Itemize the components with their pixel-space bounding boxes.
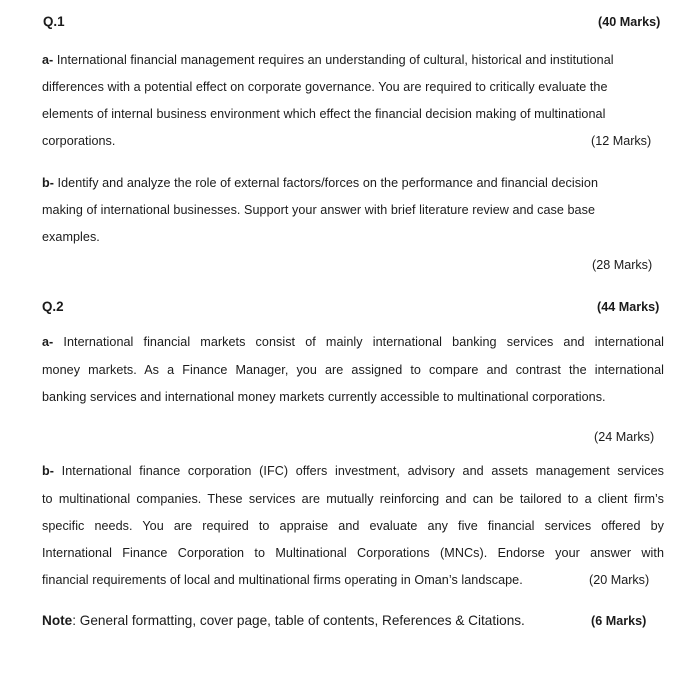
- q2a-highlight: international banking: [372, 335, 497, 349]
- q2a-line-2: money markets. As a Finance Manager, you are assigned to compare and contrast the international: [42, 363, 664, 377]
- q1a-marks: (12 Marks): [591, 134, 652, 148]
- q2a-line-3: banking services and international money markets currently accessible to multinational corporations.: [42, 390, 606, 404]
- q1-label: Q.1: [43, 14, 65, 29]
- q2-label: Q.2: [42, 299, 64, 314]
- q2b-prefix: b-: [42, 464, 54, 478]
- q1-marks: (40 Marks): [598, 15, 661, 29]
- q1a-line-3: elements of internal business environment which effect the financial decision making of multinational: [42, 107, 606, 121]
- q2b-line-1: b- International finance corporation (IFC) offers investment, advisory and assets management services: [42, 464, 664, 478]
- q1b-marks: (28 Marks): [592, 258, 653, 272]
- q2-marks: (44 Marks): [597, 300, 660, 314]
- q2a-line-1: a- International financial markets consist of mainly international banking services and international: [42, 335, 664, 349]
- q1b-prefix: b-: [42, 176, 54, 190]
- note-marks: (6 Marks): [591, 614, 647, 628]
- note-text: : General formatting, cover page, table of contents, References & Citations.: [72, 613, 525, 628]
- q1b-line-1: b- Identify and analyze the role of external factors/forces on the performance and financial decision: [42, 176, 598, 190]
- note-line: [42, 613, 525, 628]
- q1b-line-3: examples.: [42, 230, 100, 244]
- q1b-line-2: making of international businesses. Support your answer with brief literature review and case base: [42, 203, 596, 217]
- q2b-marks: (20 Marks): [589, 573, 650, 587]
- q1a-line-1: a- International financial management requires an understanding of cultural, historical and institutional: [42, 53, 614, 67]
- q2b-line-4: International Finance Corporation to Multinational Corporations (MNCs). Endorse your answer with: [42, 546, 664, 560]
- q2b-line-3: specific needs. You are required to appraise and evaluate any five financial services offered by: [42, 519, 664, 533]
- note-label: Note: [42, 613, 73, 628]
- q2b-line-2: to multinational companies. These services are mutually reinforcing and can be tailored to a client firm’s: [42, 492, 664, 506]
- q1a-line-4: corporations.: [42, 134, 116, 148]
- q2b-line-5: financial requirements of local and multinational firms operating in Oman’s landscape.: [42, 573, 523, 587]
- q2a-marks: (24 Marks): [594, 430, 655, 444]
- q2a-prefix: a-: [42, 335, 54, 349]
- q1a-prefix: a-: [42, 53, 54, 67]
- q1a-line-2: differences with a potential effect on corporate governance. You are required to critically evaluate the: [42, 80, 608, 94]
